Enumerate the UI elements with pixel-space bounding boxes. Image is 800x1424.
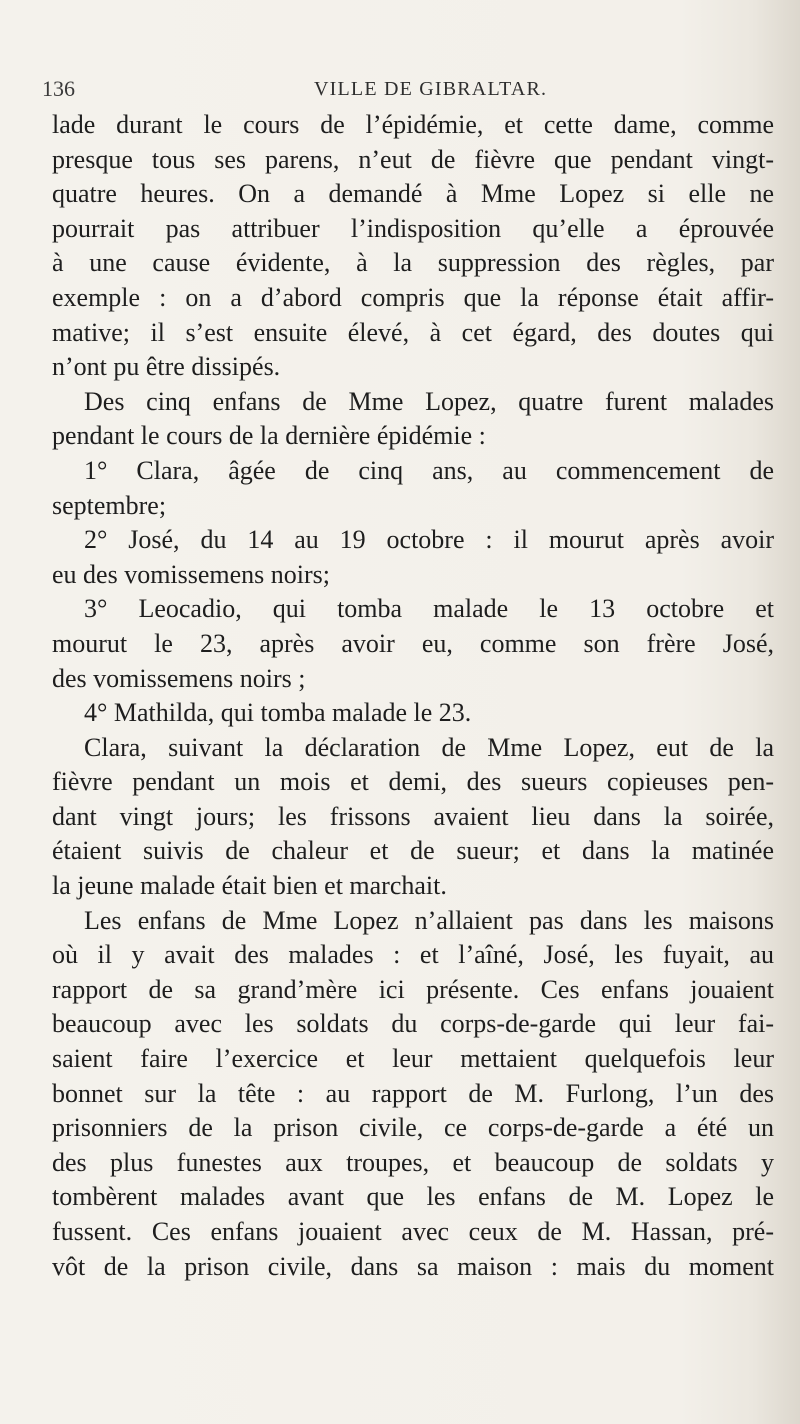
text-line: la jeune malade était bien et marchait. [52,871,447,901]
text-line: lade durant le cours de l’épidémie, et cette dame, comme [52,110,774,139]
text-line: Les enfans de Mme Lopez n’allaient pas dans les maisons [84,905,774,935]
text-line: tombèrent malades avant que les enfans de M. Lopez le [52,1182,774,1212]
text-line: eu des vomissemens noirs; [52,559,331,589]
text-line: exemple : on a d’abord compris que la réponse était affir- [52,282,774,312]
text-line: 1° Clara, âgée de cinq ans, au commencement de [84,455,774,485]
text-line: des plus funestes aux troupes, et beaucoup de soldats y [52,1147,774,1177]
text-line: fièvre pendant un mois et demi, des sueurs copieuses pen- [52,767,774,797]
text-line: où il y avait des malades : et l’aîné, José, les fuyait, au [52,940,774,970]
text-line: dant vingt jours; les frissons avaient lieu dans la soirée, [52,801,774,831]
text-line: vôt de la prison civile, dans sa maison : mais du moment [52,1251,774,1281]
body-text [52,108,774,1284]
text-line: rapport de sa grand’mère ici présente. Ces enfans jouaient [52,974,774,1004]
text-line: Des cinq enfans de Mme Lopez, quatre furent malades [84,386,774,416]
text-line: Clara, suivant la déclaration de Mme Lopez, eut de la [84,732,774,762]
text-line: n’ont pu être dissipés. [52,352,281,382]
text-line: 2° José, du 14 au 19 octobre : il mourut après avoir [84,525,774,555]
text-line: étaient suivis de chaleur et de sueur; et dans la matinée [52,836,774,866]
text-line: presque tous ses parens, n’eut de fièvre que pendant vingt- [52,144,774,174]
text-line: à une cause évidente, à la suppression des règles, par [52,248,774,278]
text-line: saient faire l’exercice et leur mettaient quelquefois leur [52,1044,774,1074]
text-line: quatre heures. On a demandé à Mme Lopez si elle ne [52,179,774,209]
text-line: prisonniers de la prison civile, ce corps-de-garde a été un [52,1113,774,1143]
text-line: pourrait pas attribuer l’indisposition qu’elle a éprouvée [52,213,774,243]
text-line: pendant le cours de la dernière épidémie : [52,421,486,451]
text-line: septembre; [52,490,167,520]
text-line: beaucoup avec les soldats du corps-de-garde qui leur fai- [52,1009,774,1039]
text-line: des vomissemens noirs ; [52,663,306,693]
text-line: 3° Leocadio, qui tomba malade le 13 octobre et [84,594,774,624]
text-line: mourut le 23, après avoir eu, comme son frère José, [52,628,774,658]
text-line: bonnet sur la tête : au rapport de M. Furlong, l’un des [52,1078,774,1108]
running-title: VILLE DE GIBRALTAR. [314,78,548,100]
page-number: 136 [42,76,75,101]
page-header [42,76,782,108]
text-line: 4° Mathilda, qui tomba malade le 23. [84,698,472,728]
text-line: fussent. Ces enfans jouaient avec ceux de M. Hassan, pré- [52,1217,774,1246]
text-line: mative; il s’est ensuite élevé, à cet égard, des doutes qui [52,317,774,347]
